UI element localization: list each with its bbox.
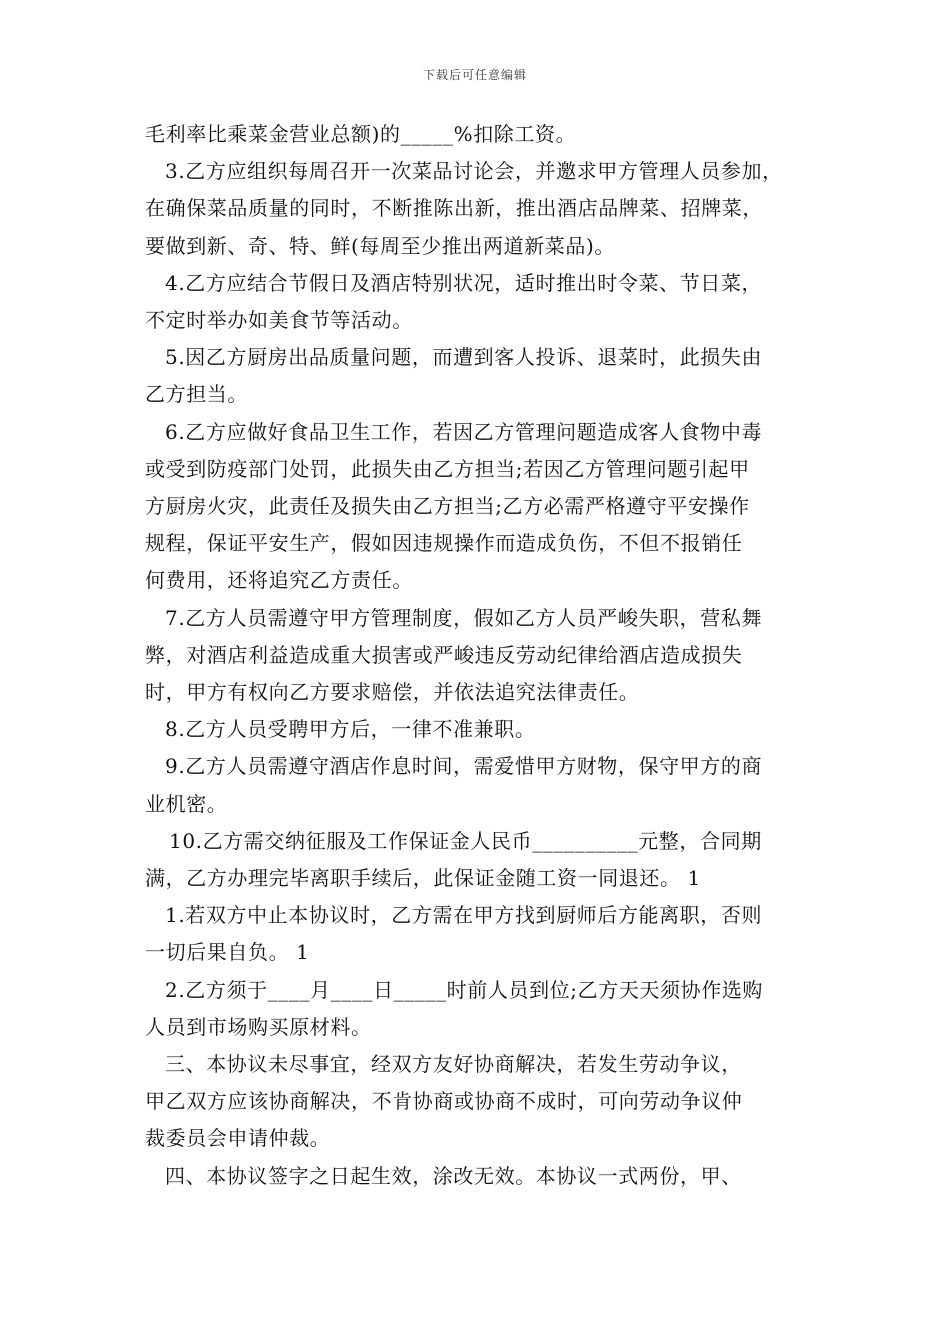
text-line: 业机密。 <box>145 791 228 816</box>
text-line: 要做到新、奇、特、鲜(每周至少推出两道新菜品)。 <box>145 233 616 258</box>
text-line: 弊，对酒店利益造成重大损害或严峻违反劳动纪律给酒店造成损失 <box>145 642 743 667</box>
text-line: 或受到防疫部门处罚，此损失由乙方担当;若因乙方管理问题引起甲 <box>145 456 750 481</box>
text-line: 甲乙双方应该协商解决，不肯协商或协商不成时，可向劳动争议仲 <box>145 1089 743 1114</box>
text-line: 三、本协议未尽事宜，经双方友好协商解决，若发生劳动争议， <box>165 1052 742 1077</box>
text-line: 在确保菜品质量的同时，不断推陈出新，推出酒店品牌菜、招牌菜， <box>145 196 763 221</box>
text-line: 6.乙方应做好食品卫生工作，若因乙方管理问题造成客人食物中毒 <box>165 419 763 444</box>
text-line: 不定时举办如美食节等活动。 <box>145 308 413 333</box>
text-line: 满，乙方办理完毕离职手续后，此保证金随工资一同退还。 1 <box>145 866 701 891</box>
text-line: 何费用，还将追究乙方责任。 <box>145 568 413 593</box>
text-line: 2.乙方须于____月____日_____时前人员到位;乙方天天须协作选购 <box>165 977 764 1002</box>
text-line: 5.因乙方厨房出品质量问题，而遭到客人投诉、退菜时，此损失由 <box>165 345 763 370</box>
text-line: 毛利率比乘菜金营业总额)的_____%扣除工资。 <box>145 122 577 146</box>
document-body <box>145 116 813 1195</box>
text-line: 人员到市场购买原材料。 <box>145 1014 372 1039</box>
contract-text <box>145 116 813 1195</box>
text-line: 9.乙方人员需遵守酒店作息时间，需爱惜甲方财物，保守甲方的商 <box>165 754 763 779</box>
text-line: 3.乙方应组织每周召开一次菜品讨论会，并邀求甲方管理人员参加， <box>165 159 783 184</box>
text-line: 一切后果自负。 1 <box>145 940 310 965</box>
text-line: 7.乙方人员需遵守甲方管理制度，假如乙方人员严峻失职，营私舞 <box>165 605 763 630</box>
text-line: 裁委员会申请仲裁。 <box>145 1126 331 1151</box>
text-line: 4.乙方应结合节假日及酒店特别状况，适时推出时令菜、节日菜， <box>165 270 763 295</box>
text-line: 乙方担当。 <box>145 382 248 407</box>
page-header: 下载后可任意编辑 <box>422 68 527 82</box>
text-line: 方厨房火灾，此责任及损失由乙方担当;乙方必需严格遵守平安操作 <box>145 494 750 519</box>
text-line: 规程，保证平安生产，假如因违规操作而造成负伤，不但不报销任 <box>145 531 743 556</box>
text-line: 1.若双方中止本协议时，乙方需在甲方找到厨师后方能离职，否则 <box>165 903 763 928</box>
text-line: 10.乙方需交纳征服及工作保证金人民币__________元整，合同期 <box>169 828 762 853</box>
text-line: 四、本协议签字之日起生效，涂改无效。本协议一式两份，甲、 <box>165 1163 742 1188</box>
text-line: 8.乙方人员受聘甲方后，一律不准兼职。 <box>165 717 536 742</box>
text-line: 时，甲方有权向乙方要求赔偿，并依法追究法律责任。 <box>145 680 640 705</box>
